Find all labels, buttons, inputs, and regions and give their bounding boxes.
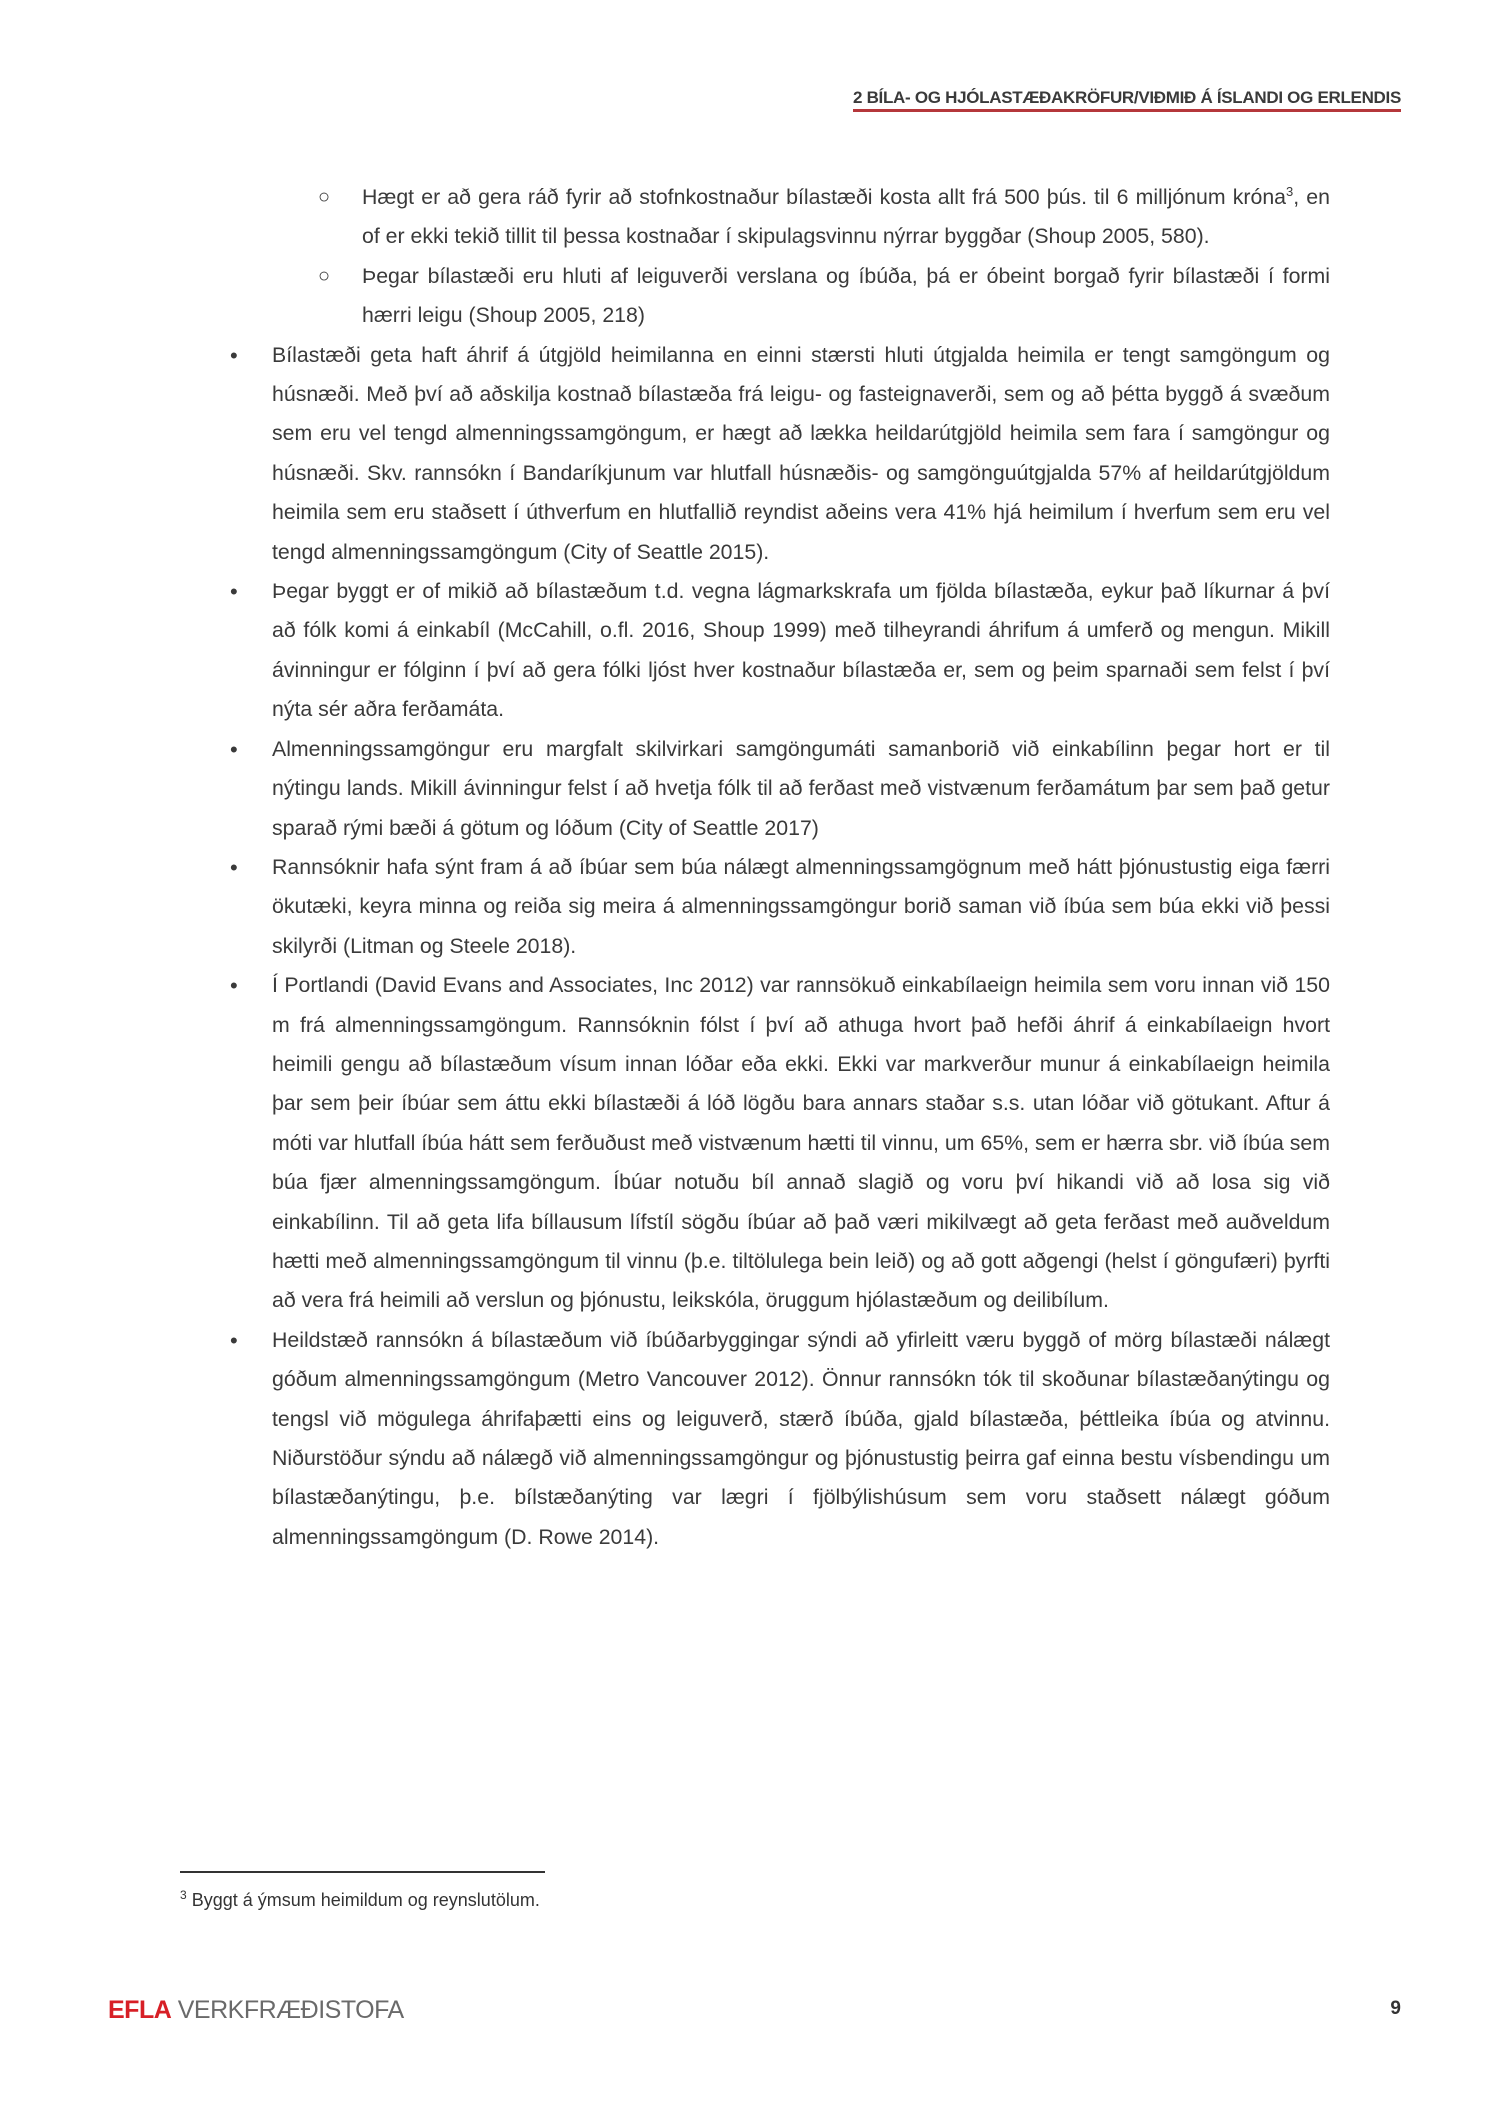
chapter-header: 2 BÍLA- OG HJÓLASTÆÐAKRÖFUR/VIÐMIÐ Á ÍSLANDI OG ERLENDIS [853, 88, 1401, 112]
item-text: Þegar byggt er of mikið að bílastæðum t.d. vegna lágmarkskrafa um fjölda bílastæða, eykur það líkurnar á því að fólk komi á einkabíl (McCahill, o.fl. 2016, Shoup 1999) með tilheyrandi áhrifum á umferð og mengun. Mikill ávinningur er fólginn í því að gera fólki ljóst hver kostnaður bílastæða er, sem og þeim sparnaði sem felst í því nýta sér aðra ferðamáta. [272, 579, 1330, 722]
list-item [230, 572, 1330, 730]
logo-brand: EFLA [108, 1996, 172, 2024]
list-item [230, 730, 1330, 848]
list-item [230, 1321, 1330, 1557]
item-text: Almenningssamgöngur eru margfalt skilvirkari samgöngumáti samanborið við einkabílinn þegar hort er til nýtingu lands. Mikill ávinningur felst í að hvetja fólk til að ferðast með vistvænum ferðamátum þar sem það getur sparað rými bæði á götum og lóðum (City of Seattle 2017) [272, 736, 1330, 840]
bullet-icon: • [230, 579, 238, 605]
sub-list-item [318, 257, 1330, 336]
list-item [230, 966, 1330, 1321]
bullet-icon: • [230, 1327, 238, 1353]
item-text: , en of er ekki tekið tillit til þessa kostnaðar í skipulagsvinnu nýrrar byggðar (Shoup 2005, 580). [362, 185, 1330, 249]
hollow-circle-bullet-icon: ○ [318, 186, 331, 208]
item-text: Í Portlandi (David Evans and Associates, Inc 2012) var rannsökuð einkabílaeign heimila sem voru innan við 150 m frá almenningssamgöngum. Rannsóknin fólst í því að athuga hvort það hefði áhrif á einkabílaeign hvort heimili gengu að bílastæðum vísum innan lóðar eða ekki. Ekki var markverður munur á einkabílaeign heimila þar sem þeir íbúar sem áttu ekki bílastæði á lóð lögðu bara annars staðar s.s. utan lóðar við götukant. Aftur á móti var hlutfall íbúa hátt sem ferðuðust með vistvænum hætti til vinnu, um 65%, sem er hærra sbr. við íbúa sem búa fjær almenningssamgöngum. Íbúar notuðu bíl annað slagið og voru því hikandi við að losa sig við einkabílinn. Til að geta lifa bíllausum lífstíl sögðu íbúar að það væri mikilvægt að geta ferðast með auðveldum hætti með almenningssamgöngum til vinnu (þ.e. tiltölulega bein leið) og að gott aðgengi (helst í göngufæri) þyrfti að vera frá heimili að verslun og þjónustu, leikskóla, öruggum hjólastæðum og deilibílum. [272, 973, 1330, 1313]
footnote-reference[interactable]: 3 [1286, 183, 1294, 199]
list-item [230, 336, 1330, 572]
bullet-icon: • [230, 736, 238, 762]
item-text: Heildstæð rannsókn á bílastæðum við íbúðarbyggingar sýndi að yfirleitt væru byggð of mörg bílastæði nálægt góðum almenningssamgöngum (Metro Vancouver 2012). Önnur rannsókn tók til skoðunar bílastæðanýtingu og tengsl við mögulega áhrifaþætti eins og leiguverð, stærð íbúða, gjald bílastæða, þéttleika íbúa og atvinnu. Niðurstöður sýndu að nálægð við almenningssamgöngur og þjónustustig þeirra gaf einna bestu vísbendingu um bílastæðanýtingu, þ.e. bílstæðanýting var lægri í fjölbýlishúsum sem voru staðsett nálægt góðum almenningssamgöngum (D. Rowe 2014). [272, 1327, 1330, 1549]
footnote-number: 3 [180, 1888, 187, 1902]
footnote-separator [180, 1871, 545, 1873]
bullet-icon: • [230, 854, 238, 880]
sub-list-item [318, 178, 1330, 257]
item-text: Þegar bílastæði eru hluti af leiguverði verslana og íbúða, þá er óbeint borgað fyrir bílastæði í formi hærri leigu (Shoup 2005, 218) [362, 263, 1330, 328]
list-item [230, 848, 1330, 966]
logo-text: VERKFRÆÐISTOFA [177, 1996, 404, 2024]
bullet-icon: • [230, 342, 238, 368]
item-text: Rannsóknir hafa sýnt fram á að íbúar sem búa nálægt almenningssamgögnum með hátt þjónustustig eiga færri ökutæki, keyra minna og reiða sig meira á almenningssamgöngur borið saman við íbúa sem búa ekki við þessi skilyrði (Litman og Steele 2018). [272, 854, 1330, 958]
item-text: Hægt er að gera ráð fyrir að stofnkostnaður bílastæði kosta allt frá 500 þús. til 6 milljónum króna [362, 185, 1287, 209]
footnote-text: Byggt á ýmsum heimildum og reynslutölum. [191, 1890, 540, 1910]
bullet-icon: • [230, 973, 238, 999]
page-number: 9 [1390, 1998, 1401, 2019]
efla-logo [108, 1996, 404, 2025]
footnote [180, 1890, 540, 1911]
body-content [230, 178, 1330, 1557]
hollow-circle-bullet-icon: ○ [318, 264, 331, 287]
item-text: Bílastæði geta haft áhrif á útgjöld heimilanna en einni stærsti hluti útgjalda heimila er tengt samgöngum og húsnæði. Með því að aðskilja kostnað bílastæða frá leigu- og fasteignaverði, sem og að þétta byggð á svæðum sem eru vel tengd almenningssamgöngum, er hægt að lækka heildarútgjöld heimila sem fara í samgöngur og húsnæði. Skv. rannsókn í Bandaríkjunum var hlutfall húsnæðis- og samgönguútgjalda 57% af heildarútgjöldum heimila sem eru staðsett í úthverfum en hlutfallið reyndist aðeins vera 41% hjá heimilum í hverfum sem eru vel tengd almenningssamgöngum (City of Seattle 2015). [272, 342, 1330, 564]
